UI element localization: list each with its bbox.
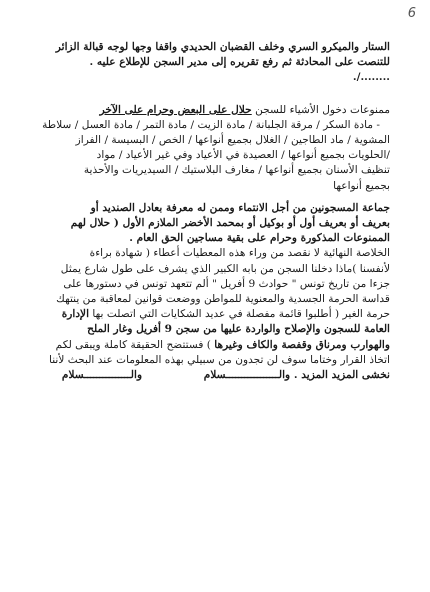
- banned-items-heading: [26, 103, 390, 118]
- conclusion-line-1: الخلاصة النهائية لا نقصد من وراء هذه المعطيات أعطاء ( شهادة براءة: [89, 247, 390, 260]
- conclusion-line-5-text: حرمة الغير ( أطلبوا قائمة مفصلة في عديد الشكايات التي اتصلت بها: [92, 308, 390, 321]
- banned-items-line-5: بجميع أنواعها: [333, 179, 390, 192]
- conclusion-line-7-text: ) فستتضح الحقيقة كاملة ويبقى لكم: [55, 338, 215, 351]
- bold-paragraph-line-3: الممنوعات المذكورة وحرام على بقية مساجين الحق العام .: [129, 232, 390, 245]
- conclusion-line-5: [26, 307, 390, 322]
- banned-items-line-1: - مادة السكر / مرقة الجلبانة / مادة الزيت / مادة التمر / مادة العسل / سلاطة: [42, 118, 380, 131]
- closing-phrase: نخشى المزيد المزيد .: [293, 369, 390, 382]
- conclusion-line-6: العامة للسجون والإصلاح والواردة عليها من سجن 9 أفريل وغار الملح: [87, 323, 390, 336]
- bold-paragraph-line-2: بعريف أو بعريف أول أو بوكيل أو بمحمد الأخضر الملازم الأول ( حلال لهم: [70, 217, 390, 230]
- document-body: [26, 40, 390, 383]
- intro-line-1: الستار والميكرو السري وخلف القضبان الحديدي واقفا وجها لوجه قبالة الزائر: [55, 41, 390, 53]
- conclusion-line-3: جزءا من تاريخ تونس " حوادث 9 أفريل " ألم تتعهد تونس في دستورها على: [63, 277, 390, 290]
- banned-items-lead: ممنوعات دخول الأشياء للسجن: [255, 103, 390, 116]
- conclusion-line-4: قداسة الحرمة الجسدية والمعنوية للمواطن ووضعت قوانين لمعاقبة من ينتهك: [56, 293, 390, 306]
- closing-salutation-1: والـــــــــــــــــسلام: [203, 369, 291, 382]
- intro-line-3: ......../.: [352, 71, 390, 84]
- conclusion-line-8: اتخاذ القرار وختاما سوف لن تجدون من سبيلي بهذه المعلومات عند البحث لأننا: [48, 353, 390, 366]
- closing-salutation-2: والـــــــــــــــسلام: [61, 369, 143, 382]
- banned-items-line-2: المشوية / ماد الطاجين / الغلال بجميع أنواعها / الخص / البسيسة / الفراز: [75, 134, 390, 147]
- page-number: 6: [407, 6, 416, 21]
- bold-paragraph-line-1: جماعة المسجونين من أجل الانتماء وممن له معرفة بعادل الصنديد أو: [90, 201, 390, 214]
- conclusion-line-2: لأنفسنا )ماذا دخلنا السجن من بابه الكبير الذي يشرف على طول شارع يمثل: [60, 262, 390, 275]
- conclusion-line-7-bold: والهوارب ومرناق وقفصة والكاف وغيرها: [214, 338, 390, 351]
- conclusion-line-7: [26, 338, 390, 353]
- intro-line-2: للتنصت على المحادثة ثم رفع تقريره إلى مدير السجن للإطلاع عليه .: [89, 56, 390, 69]
- spacer: [26, 194, 390, 201]
- banned-items-line-4: تنظيف الأسنان بجميع أنواعها / مغارف البلاستيك / السيديريات والأحذية: [83, 164, 390, 177]
- banned-items-lead-bold: حلال على البعض وحرام على الآخر: [99, 103, 252, 116]
- closing-line: [26, 368, 390, 383]
- spacer: [26, 86, 390, 103]
- banned-items-line-3: /الحلويات بجميع أنواعها / العصيدة في الأعياد وفي غير الأعياد / مواد: [96, 149, 390, 162]
- conclusion-line-5-bold: الإدارة: [61, 308, 90, 321]
